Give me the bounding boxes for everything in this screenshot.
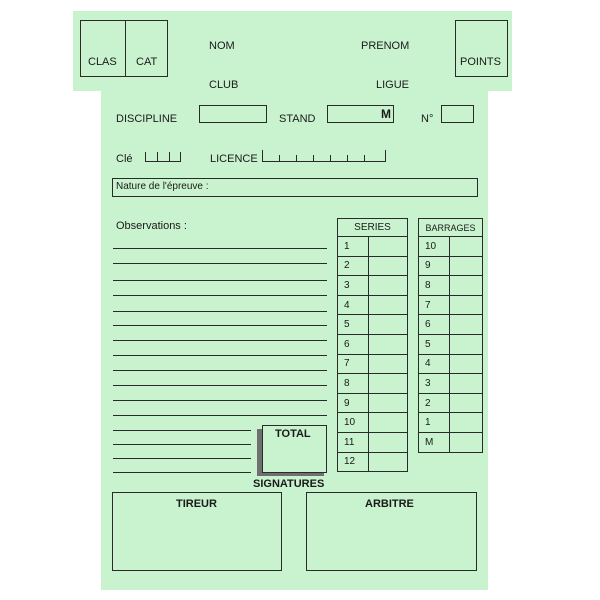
points-label: POINTS — [460, 56, 501, 68]
points-box — [455, 20, 508, 77]
discipline-label: DISCIPLINE — [116, 113, 178, 125]
arbitre-label: ARBITRE — [365, 498, 414, 510]
table-row: 11 — [338, 432, 408, 452]
stand-value: M — [381, 107, 391, 121]
table-row: 6 — [338, 334, 408, 354]
table-row: 3 — [338, 276, 408, 296]
licence-label: LICENCE — [210, 153, 258, 165]
table-row: M — [419, 432, 483, 452]
table-row: 10 — [338, 413, 408, 433]
observations-label: Observations : — [116, 220, 187, 232]
licence-field[interactable] — [262, 150, 386, 162]
table-row: 4 — [419, 354, 483, 374]
nom-label: NOM — [209, 40, 235, 52]
signatures-title: SIGNATURES — [253, 478, 325, 490]
discipline-field[interactable] — [199, 105, 267, 123]
club-label: CLUB — [209, 79, 239, 91]
table-row: 8 — [419, 276, 483, 296]
series-title: SERIES — [338, 219, 408, 237]
total-label: TOTAL — [275, 428, 311, 440]
cat-label: CAT — [136, 56, 158, 68]
table-row: 9 — [338, 393, 408, 413]
barrages-title: BARRAGES — [419, 219, 483, 237]
barrages-table — [418, 218, 483, 453]
clas-label: CLAS — [88, 56, 117, 68]
table-row: 2 — [338, 256, 408, 276]
table-row: 1 — [419, 413, 483, 433]
table-row: 9 — [419, 256, 483, 276]
clas-cat-box — [80, 20, 168, 77]
table-row: 7 — [419, 295, 483, 315]
prenom-label: PRENOM — [361, 40, 410, 52]
series-table — [337, 218, 408, 472]
table-row: 8 — [338, 374, 408, 394]
cle-label: Clé — [116, 153, 133, 165]
table-row: 7 — [338, 354, 408, 374]
cle-field[interactable] — [145, 150, 181, 162]
table-row: 2 — [419, 393, 483, 413]
table-row: 5 — [419, 334, 483, 354]
ligue-label: LIGUE — [376, 79, 410, 91]
numero-label: N° — [421, 113, 434, 125]
table-row: 5 — [338, 315, 408, 335]
table-row: 6 — [419, 315, 483, 335]
tireur-label: TIREUR — [176, 498, 217, 510]
stand-label: STAND — [279, 113, 316, 125]
clas-cat-divider — [125, 20, 126, 77]
nature-label: Nature de l'épreuve : — [116, 181, 209, 192]
table-row: 10 — [419, 237, 483, 257]
table-row: 1 — [338, 237, 408, 257]
table-row: 3 — [419, 374, 483, 394]
numero-field[interactable] — [441, 105, 474, 123]
table-row: 12 — [338, 452, 408, 472]
table-row: 4 — [338, 295, 408, 315]
